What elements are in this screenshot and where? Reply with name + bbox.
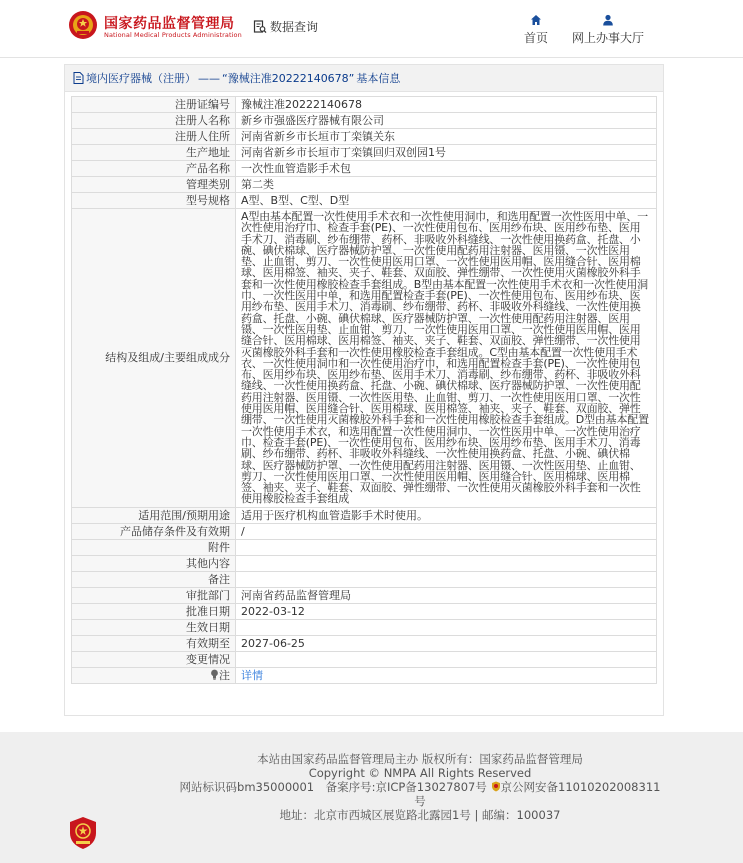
table-row	[72, 539, 657, 555]
table-row	[72, 129, 657, 145]
table-row	[72, 635, 657, 651]
footer-record-tail: 号	[414, 794, 426, 808]
footer-text	[150, 752, 690, 822]
home-icon	[530, 14, 542, 26]
field-value: 适用于医疗机构血管造影手术时使用。	[236, 507, 657, 523]
footer-icp[interactable]: 网站标识码bm35000001 备案序号:京ICP备13027807号	[179, 780, 487, 794]
field-label: 管理类别	[72, 177, 236, 193]
brand-subtitle: National Medical Products Administration	[104, 31, 242, 39]
note-label: 注	[219, 668, 230, 682]
lightbulb-icon	[210, 669, 219, 680]
panel-record-id: “豫械注准20222140678”	[222, 72, 355, 85]
field-label: 生产地址	[72, 145, 236, 161]
field-value: 河南省新乡市长垣市丁栾镇回归双创园1号	[236, 145, 657, 161]
panel-title	[65, 65, 663, 92]
field-label: 备注	[72, 571, 236, 587]
document-search-icon	[253, 20, 267, 34]
field-value	[236, 571, 657, 587]
table-row	[72, 507, 657, 523]
table-row	[72, 667, 657, 683]
footer-copyright-cn: 本站由国家药品监督管理局主办 版权所有：国家药品监督管理局	[257, 752, 583, 766]
table-row	[72, 651, 657, 667]
table-row	[72, 97, 657, 113]
field-value: 一次性血管造影手术包	[236, 161, 657, 177]
table-row	[72, 571, 657, 587]
government-site-badge-icon[interactable]	[69, 816, 97, 850]
details-link[interactable]: 详情	[241, 668, 263, 682]
table-row	[72, 177, 657, 193]
field-value: 第二类	[236, 177, 657, 193]
table-row	[72, 555, 657, 571]
field-label: 其他内容	[72, 555, 236, 571]
footer-police[interactable]: 京公网安备11010202008311	[500, 780, 661, 794]
field-label: 型号规格	[72, 193, 236, 209]
field-value: A型、B型、C型、D型	[236, 193, 657, 209]
table-row	[72, 587, 657, 603]
document-icon	[73, 72, 84, 84]
user-icon	[602, 14, 614, 26]
field-value: /	[236, 523, 657, 539]
field-label: 注册人住所	[72, 129, 236, 145]
field-value: 2027-06-25	[236, 635, 657, 651]
data-query-link[interactable]	[253, 18, 318, 35]
table-row	[72, 113, 657, 129]
field-label: 结构及组成/主要组成成分	[72, 209, 236, 508]
police-badge-icon	[491, 781, 501, 792]
field-value	[236, 651, 657, 667]
field-label: 产品储存条件及有效期	[72, 523, 236, 539]
info-table	[71, 96, 657, 684]
field-value: 河南省药品监督管理局	[236, 587, 657, 603]
field-value	[236, 619, 657, 635]
field-label: 注册人名称	[72, 113, 236, 129]
field-label: 附件	[72, 539, 236, 555]
field-value: 豫械注准20222140678	[236, 97, 657, 113]
field-label: 审批部门	[72, 587, 236, 603]
table-row	[72, 145, 657, 161]
field-label: 注册证编号	[72, 97, 236, 113]
field-label: 产品名称	[72, 161, 236, 177]
national-emblem-icon[interactable]	[68, 10, 98, 40]
panel-category: 境内医疗器械（注册）	[86, 72, 196, 85]
site-header	[0, 0, 743, 58]
field-value	[236, 555, 657, 571]
brand-title[interactable]: 国家药品监督管理局	[104, 16, 235, 32]
field-label: 适用范围/预期用途	[72, 507, 236, 523]
panel-dash: ——	[198, 71, 220, 85]
data-query-label: 数据查询	[270, 20, 319, 34]
table-row	[72, 619, 657, 635]
footer-copyright-en: Copyright © NMPA All Rights Reserved	[308, 766, 532, 780]
table-row	[72, 193, 657, 209]
field-value: 新乡市强盛医疗器械有限公司	[236, 113, 657, 129]
nav-online-office[interactable]	[570, 14, 646, 46]
footer-record	[150, 780, 690, 794]
table-row	[72, 209, 657, 508]
nav-home[interactable]	[522, 14, 550, 46]
table-row	[72, 603, 657, 619]
field-label-note	[72, 667, 236, 683]
field-value	[236, 539, 657, 555]
site-footer	[0, 732, 743, 863]
detail-panel	[64, 64, 664, 716]
panel-suffix: 基本信息	[356, 72, 401, 85]
field-label: 变更情况	[72, 651, 236, 667]
field-label: 有效期至	[72, 635, 236, 651]
footer-address: 地址：北京市西城区展览路北露园1号 | 邮编：100037	[279, 808, 561, 822]
composition-text: A型由基本配置一次性使用手术衣和一次性使用洞巾，和选用配置一次性医用中单、一次性使用治疗巾、检查手套(PE)、一次性使用包布、医用纱布块、医用纱布垫、医用手术刀、消毒刷、纱布绷带、药杯、非吸收外科缝线、一次性使用换药盒、托盘、小碗、碘伏棉球、医疗器械防护罩、一次性使用配药用注射器、医用镊、一次性医用垫、止血钳、剪刀、一次性使用医用口罩、一次性使用医用帽、医用缝合针、医用棉球、医用棉签、袖夹、夹子、鞋套、双面胶、弹性绷带、一次性使用灭菌橡胶外科手套和一次性使用橡胶检查手套组成。B型由基本配置一次性使用手术衣和一次性使用洞巾、一次性医用中单，和选用配置检查手套(PE)、一次性使用包布、医用纱布块、医用纱布垫、医用手术刀、消毒刷、纱布绷带、药杯、非吸收外科缝线、一次性使用换药盒、托盘、小碗、碘伏棉球、医疗器械防护罩、一次性使用配药用注射器、医用镊、一次性医用垫、止血钳、剪刀、一次性使用医用口罩、一次性使用医用帽、医用缝合针、医用棉球、医用棉签、袖夹、夹子、鞋套、双面胶、弹性绷带、一次性使用灭菌橡胶外科手套和一次性使用橡胶检查手套组成。C型由基本配置一次性使用手术衣、一次性使用洞巾和一次性使用治疗巾，和选用配置检查手套(PE)、一次性使用包布、医用纱布块、医用纱布垫、医用手术刀、消毒刷、纱布绷带、药杯、非吸收外科缝线、一次性使用换药盒、托盘、小碗、碘伏棉球、医疗器械防护罩、一次性使用配药用注射器、医用镊、一次性医用垫、止血钳、剪刀、一次性使用医用口罩、一次性使用医用帽、医用缝合针、医用棉球、医用棉签、袖夹、夹子、鞋套、双面胶、弹性绷带、一次性使用灭菌橡胶外科手套和一次性使用橡胶检查手套组成。D型由基本配置一次性使用手术衣，和选用配置一次性使用洞巾、一次性医用中单、一次性使用治疗巾、检查手套(PE)、一次性使用包布、医用纱布块、医用纱布垫、医用手术刀、消毒刷、纱布绷带、药杯、非吸收外科缝线、一次性使用换药盒、托盘、小碗、碘伏棉球、医疗器械防护罩、一次性使用配药用注射器、医用镊、一次性医用垫、止血钳、剪刀、一次性使用医用口罩、一次性使用医用帽、医用缝合针、医用棉球、医用棉签、袖夹、夹子、鞋套、双面胶、弹性绷带、一次性使用灭菌橡胶外科手套和一次性使用橡胶检查手套组成	[236, 209, 657, 508]
field-value: 河南省新乡市长垣市丁栾镇关东	[236, 129, 657, 145]
nav-home-label: 首页	[523, 31, 548, 45]
nav-online-office-label: 网上办事大厅	[571, 31, 644, 45]
field-value: 2022-03-12	[236, 603, 657, 619]
field-label: 批准日期	[72, 603, 236, 619]
field-label: 生效日期	[72, 619, 236, 635]
table-row	[72, 523, 657, 539]
table-row	[72, 161, 657, 177]
